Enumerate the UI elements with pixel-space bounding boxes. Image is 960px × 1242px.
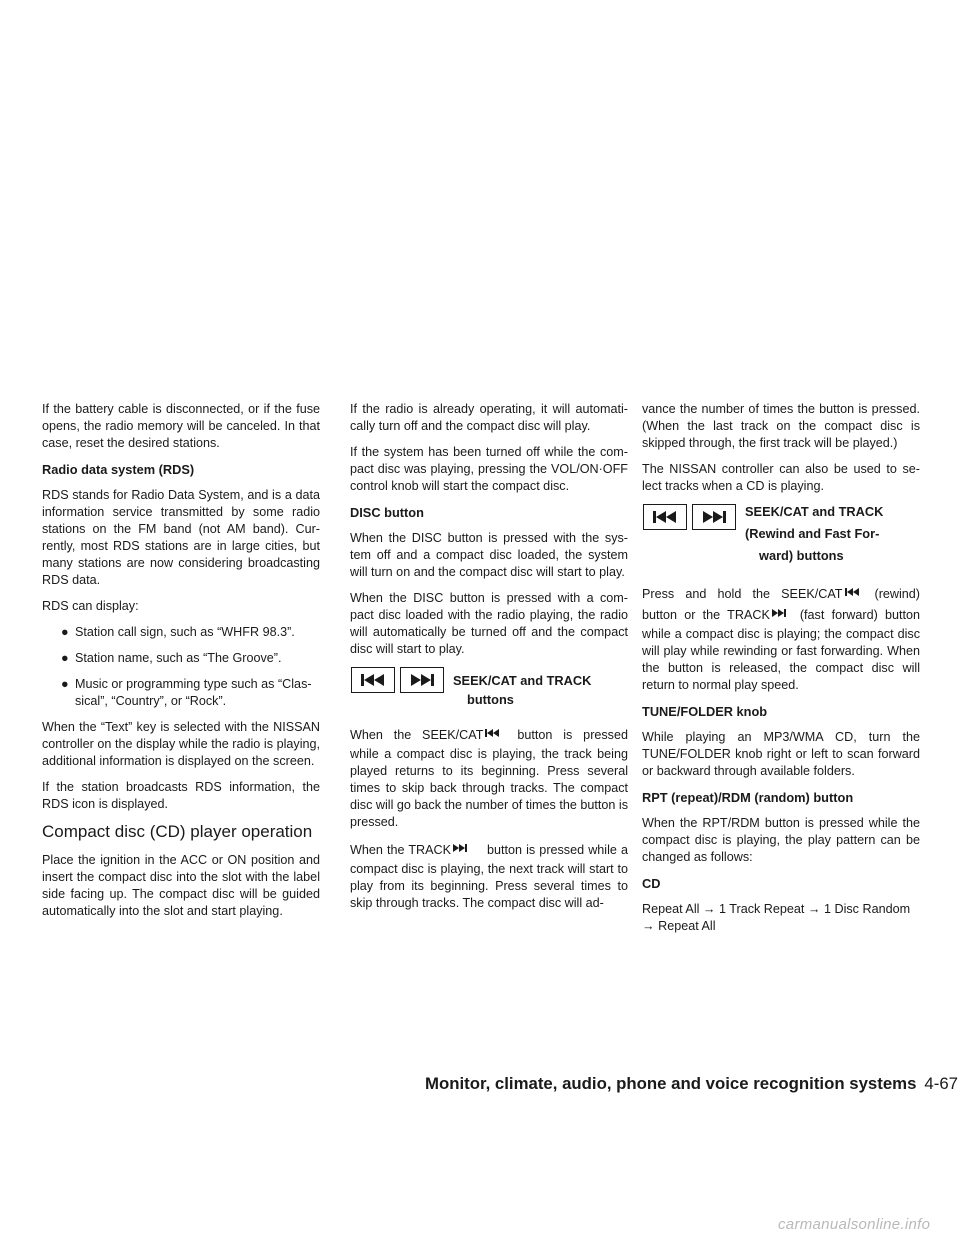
page-footer (425, 1074, 958, 1094)
paragraph-press-and-hold: Press and hold the SEEK/CAT (rewind) button or the TRACK (fast forward) button while a compact disc is playing; the compact disc will play while rewinding or fast forwarding. When the button is released, the compact disc will return to normal play speed. (642, 584, 920, 694)
seek-track-buttons-illustration (350, 667, 628, 715)
skip-back-icon (360, 674, 386, 686)
heading-rpt-rdm: RPT (repeat)/RDM (random) button (642, 790, 854, 805)
skip-back-icon (652, 511, 678, 523)
heading-tune-folder: TUNE/FOLDER knob (642, 704, 768, 719)
bullet-icon: ● (61, 677, 69, 691)
page-number: 4-67 (924, 1074, 959, 1093)
seek-cat-button-illustration (351, 667, 395, 693)
skip-forward-icon (453, 840, 467, 857)
paragraph-tune-folder: While playing an MP3/WMA CD, turn the TUNE/FOLDER knob right or left to scan forward or backward through available folders. (642, 730, 920, 778)
paragraph-insert-cd: Place the ignition in the ACC or ON position and insert the compact disc into the slot with the label side facing up. The compact disc will be guided automatically into the slot and start playing. (42, 853, 320, 918)
paragraph-rds-can-display: RDS can display: (42, 599, 139, 613)
watermark-text: carmanualsonline.info (778, 1216, 931, 1233)
seek-track-caption: SEEK/CAT and TRACK buttons (453, 673, 592, 707)
skip-forward-icon (772, 605, 786, 622)
heading-rds: Radio data system (RDS) (42, 462, 195, 477)
paragraph-disc-radio-playing: When the DISC button is pressed with a com-pact disc loaded with the radio playing, the radio will automatically be turned off and the compact disc will start to play. (350, 591, 628, 656)
track-button-illustration (692, 504, 736, 530)
skip-back-icon (485, 725, 499, 742)
paragraph-text-key: When the “Text” key is selected with the NISSAN controller on the display while the radio is playing, additional information is displayed on the screen. (42, 720, 320, 768)
list-item: ● Station call sign, such as “WHFR 98.3”. (61, 625, 295, 639)
column-right (642, 401, 920, 944)
paragraph-battery: If the battery cable is disconnected, or if the fuse opens, the radio memory will be canceled. In that case, reset the desired stations. (42, 402, 320, 450)
paragraph-system-off: If the system has been turned off while the com-pact disc was playing, pressing the VOL/ON·OFF control knob will start the compact disc. (350, 445, 628, 493)
list-item: ● Station name, such as “The Groove”. (61, 651, 282, 665)
skip-forward-icon (409, 674, 435, 686)
seek-track-rewind-ff-caption: SEEK/CAT and TRACK (Rewind and Fast For- ward) buttons (745, 504, 884, 563)
paragraph-nissan-controller: The NISSAN controller can also be used to se-lect tracks when a CD is playing. (642, 462, 920, 493)
heading-cd-player: Compact disc (CD) player operation (42, 822, 313, 841)
heading-cd: CD (642, 876, 661, 891)
skip-back-icon (845, 584, 859, 601)
heading-disc-button: DISC button (350, 505, 424, 520)
paragraph-radio-operating: If the radio is already operating, it will automati-cally turn off and the compact disc will play. (350, 402, 628, 433)
paragraph-disc-system-off: When the DISC button is pressed with the sys-tem off and a compact disc loaded, the system will turn on and the compact disc will start to play. (350, 531, 628, 579)
skip-forward-icon (701, 511, 727, 523)
paragraph-track: When the TRACK button is pressed while a compact disc is playing, the next track will start to play from its beginning. Press several times to skip through tracks. The compact disc will ad- (350, 840, 628, 912)
bullet-icon: ● (61, 625, 69, 639)
paragraph-rds-intro: RDS stands for Radio Data System, and is a data information service transmitted by some radio stations on the FM band (not AM band). Cur-rently, most RDS stations are in large cities, but many stations are now considering broadcasting RDS data. (42, 488, 320, 587)
track-button-illustration (400, 667, 444, 693)
paragraph-rpt-rdm: When the RPT/RDM button is pressed while the compact disc is playing, the play pattern can be changed as follows: (642, 816, 920, 864)
seek-track-rewind-ff-illustration (642, 504, 920, 574)
bullet-icon: ● (61, 651, 69, 665)
section-title: Monitor, climate, audio, phone and voice recognition systems (425, 1074, 917, 1093)
paragraph-seek-cat: When the SEEK/CAT button is pressed while a compact disc is playing, the track being played returns to its beginning. Press several times to skip back through tracks. The compact disc will go back the number of times the button is pressed. (350, 725, 628, 831)
list-item: ● Music or programming type such as “Clas-sical”, “Country”, or “Rock”. (61, 677, 312, 708)
paragraph-advance: vance the number of times the button is pressed. (When the last track on the compact disc is skipped through, the first track will be played.) (642, 402, 920, 450)
paragraph-rds-icon: If the station broadcasts RDS information, the RDS icon is displayed. (42, 780, 320, 811)
rds-display-list (42, 624, 320, 710)
column-left (42, 401, 320, 929)
seek-cat-button-illustration (643, 504, 687, 530)
column-middle (350, 401, 628, 921)
paragraph-repeat-sequence: Repeat All → 1 Track Repeat → 1 Disc Random → Repeat All (642, 902, 911, 933)
